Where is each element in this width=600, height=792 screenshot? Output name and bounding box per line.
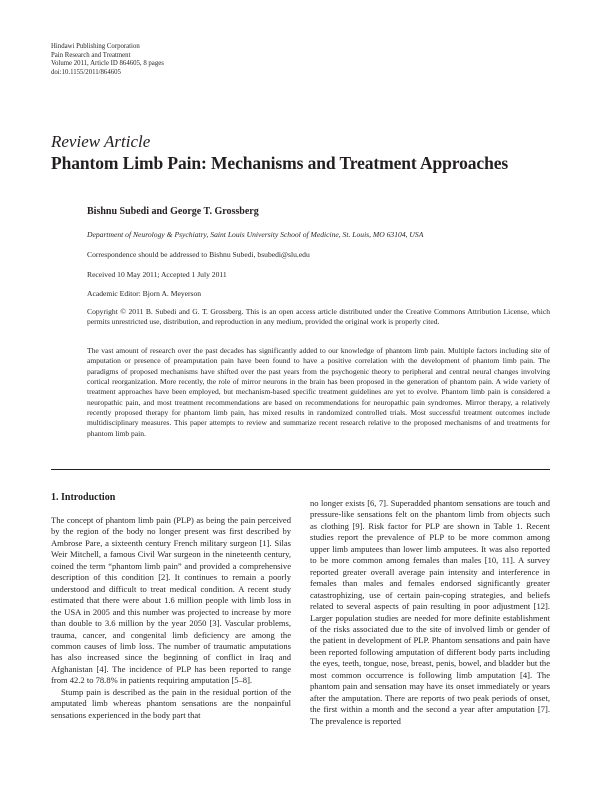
received-accepted-dates: Received 10 May 2011; Accepted 1 July 2011 (87, 270, 227, 279)
journal-line: Pain Research and Treatment (51, 51, 131, 59)
correspondence: Correspondence should be addressed to Bishnu Subedi, bsubedi@slu.edu (87, 250, 310, 259)
publisher-line: Hindawi Publishing Corporation (51, 43, 140, 50)
body-paragraph-3: no longer exists [6, 7]. Superadded phantom sensations are touch and pressure-like sensations felt on the phantom limb from objects such as clothing [9]. Risk factor for PLP are shown in Table 1. Recent studies report the prevalence of PLP to be more common among upper limb amputees than lower limb amputees. It was also reported to be more common among females than males [10, 11]. A survey reported greater overall average pain intensity and interference in females than males and females endorsed significantly greater catastrophizing, use of certain pain-coping strategies, and beliefs related to several aspects of pain resulting in poor adjustment [12]. Larger population studies are needed for more definite establishment of the risks associated due to the site of involved limb or gender of the patient in development of PLP. Phantom sensations and pain have been reported following amputation of different body parts including the eyes, teeth, tongue, nose, breast, penis, bowel, and bladder but the most common occurrence is following limb amputation [4]. The phantom pain and sensation may have its onset immediately or years after the amputation. There are reports of two peak periods of onset, the first within a month and the second a year after amputation [7]. The prevalence is reported (310, 498, 550, 726)
article-type: Review Article (51, 132, 151, 151)
body-paragraph-1: The concept of phantom limb pain (PLP) as being the pain perceived by the region of the body no longer present was first described by Ambrose Pare, a sixteenth century French military surgeon [1]. Silas Weir Mitchell, a famous Civil War surgeon in the nineteenth century, coined the term “phantom limb pain” and provided a comprehensive description of this condition [2]. It continues to remain a poorly understood and difficult to treat medical condition. A recent study estimated that there were about 1.6 million people with limb loss in the USA in 2005 and this number was projected to increase by more than double to 3.6 million by the year 2050 [3]. Vascular problems, trauma, cancer, and congenital limb deficiency are among the common causes of limb loss. The number of traumatic amputations has also increased since the beginning of conflict in Iraq and Afghanistan [4]. The incidence of PLP has been reported to range from 42.2 to 78.8% in patients requiring amputation [5–8]. (51, 515, 291, 686)
author-list: Bishnu Subedi and George T. Grossberg (87, 206, 259, 217)
section-heading: 1. Introduction (51, 492, 116, 503)
body-paragraph-2: Stump pain is described as the pain in the residual portion of the amputated limb whereas phantom sensations are the nonpainful sensations experienced in the body part that (51, 686, 291, 720)
volume-line: Volume 2011, Article ID 864605, 8 pages (51, 60, 164, 68)
affiliation: Department of Neurology & Psychiatry, Saint Louis University School of Medicine, St. Louis, MO 63104, USA (87, 230, 424, 239)
right-column (310, 498, 550, 727)
left-column (51, 491, 291, 721)
abstract-divider (51, 469, 550, 470)
journal-header (51, 43, 164, 77)
paper-title: Phantom Limb Pain: Mechanisms and Treatment Approaches (51, 153, 509, 173)
academic-editor: Academic Editor: Bjorn A. Meyerson (87, 289, 202, 298)
abstract: The vast amount of research over the past decades has significantly added to our knowledge of phantom limb pain. Multiple factors including site of amputation or presence of preamputation pain have been found to have a positive correlation with the development of phantom limb pain. The paradigms of proposed mechanisms have shifted over the past years from the psychogenic theory to peripheral and central neural changes involving cortical reorganization. More recently, the role of mirror neurons in the brain has been proposed in the generation of phantom pain. A wide variety of treatment approaches have been employed, but mechanism-based specific treatment guidelines are yet to evolve. Phantom limb pain is considered a neuropathic pain, and most treatment recommendations are based on recommendations for neuropathic pain syndromes. Mirror therapy, a relatively recently proposed therapy for phantom limb pain, has mixed results in randomized controlled trials. Most successful treatment outcomes include multidisciplinary measures. This paper attempts to review and summarize recent research relative to the proposed mechanisms of and treatments for phantom limb pain. (87, 346, 550, 438)
doi-line: doi:10.1155/2011/864605 (51, 68, 121, 76)
copyright-notice: Copyright © 2011 B. Subedi and G. T. Grossberg. This is an open access article distributed under the Creative Commons Attribution License, which permits unrestricted use, distribution, and reproduction in any medium, provided the original work is properly cited. (87, 307, 550, 327)
